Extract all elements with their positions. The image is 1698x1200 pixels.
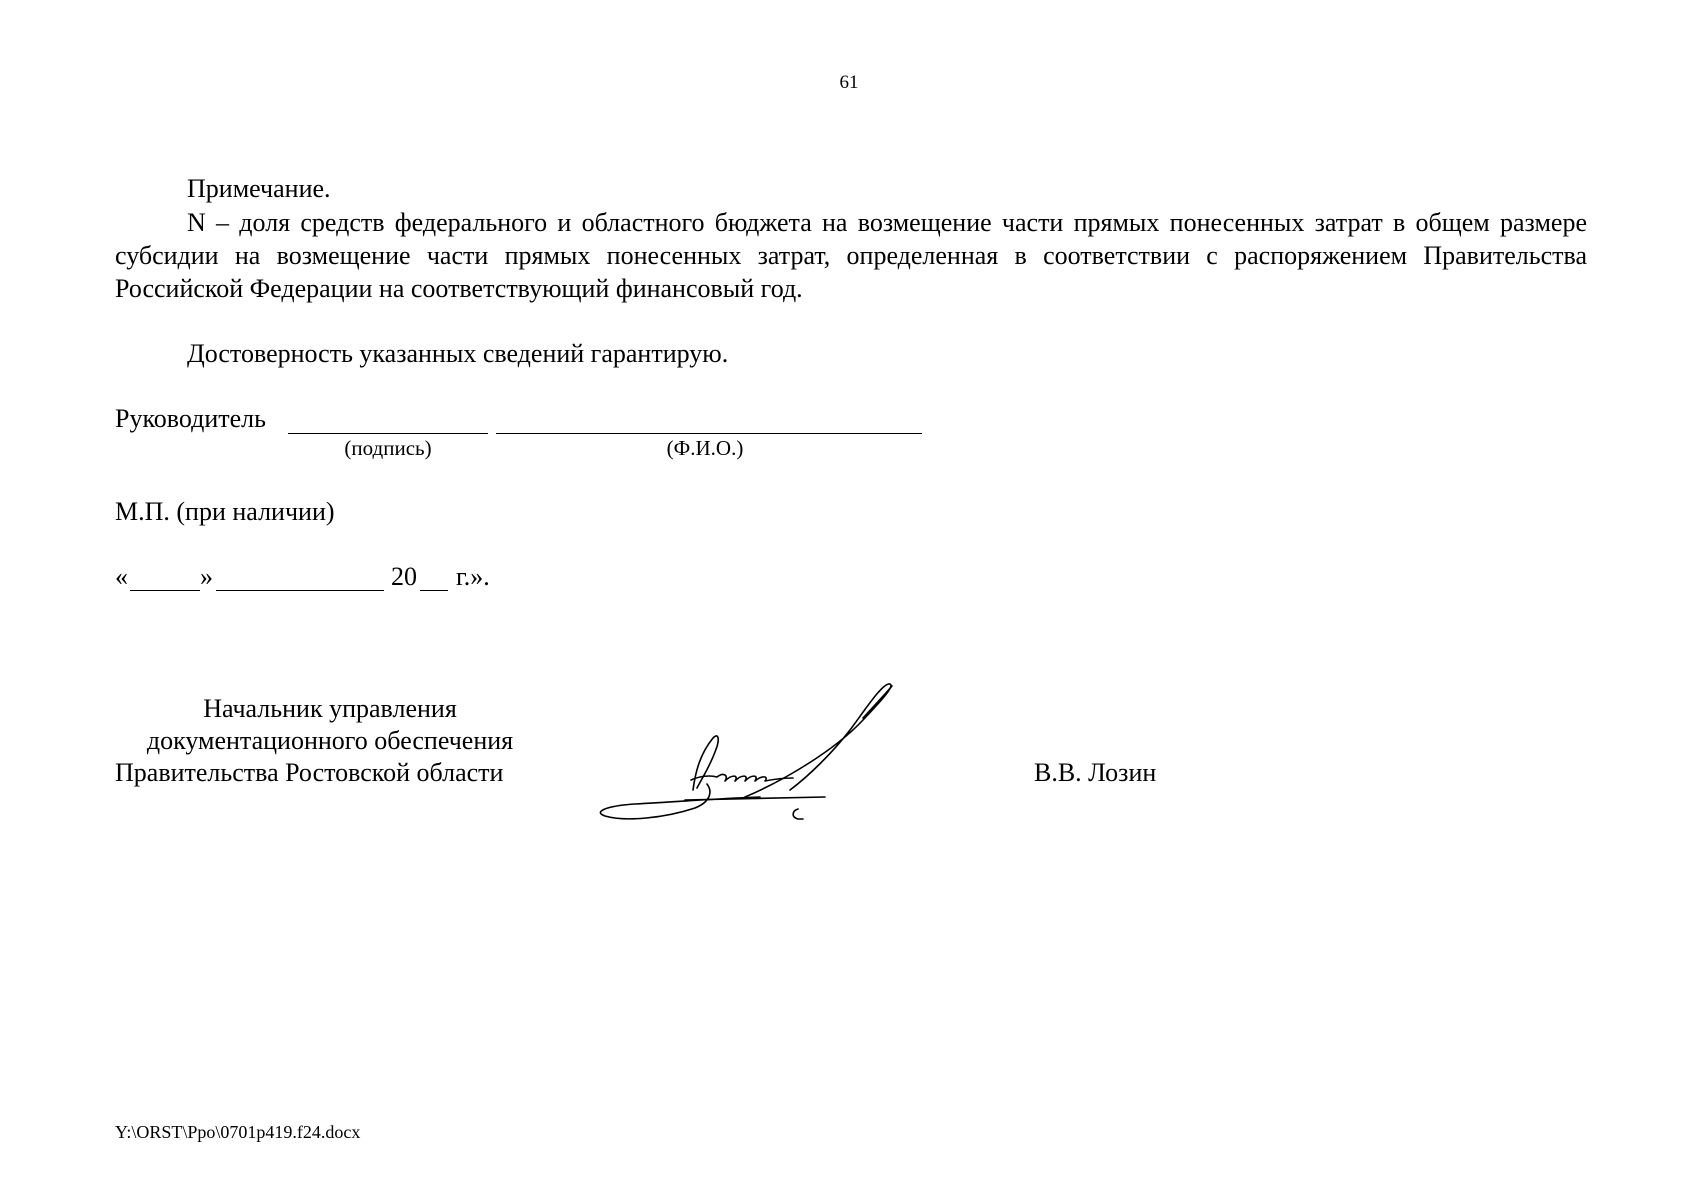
signature-line <box>288 433 488 434</box>
name-line <box>496 433 922 434</box>
date-year-line <box>420 590 448 591</box>
handwritten-signature <box>595 680 925 825</box>
signature-caption: (подпись) <box>344 436 432 460</box>
certification-text: Достоверность указанных сведений гарантирую. <box>187 339 729 368</box>
signatory-name: В.В. Лозин <box>1034 758 1157 787</box>
date-open-quote: « <box>115 562 128 591</box>
name-caption: (Ф.И.О.) <box>666 436 744 460</box>
signatory-position-line3: Правительства Ростовской области <box>115 758 504 787</box>
date-suffix: г.». <box>456 562 490 591</box>
page-number: 61 <box>839 72 859 93</box>
stamp-label: М.П. (при наличии) <box>115 497 335 526</box>
note-paragraph: N – доля средств федерального и областного бюджета на возмещение части прямых понесенных затрат в общем размере субсидии на возмещение части прямых понесенных затрат, определенная в соответствии с распоряжением Правительства Российской Федерации на соответствующий финансовый год. <box>115 208 1587 303</box>
signatory-position-line2: документационного обеспечения <box>146 726 514 755</box>
note-heading: Примечание. <box>187 174 331 203</box>
role-label: Руководитель <box>115 404 266 433</box>
date-month-line <box>216 590 384 591</box>
date-year-prefix: 20 <box>391 562 417 591</box>
signatory-position-line1: Начальник управления <box>203 694 457 723</box>
date-close-quote: » <box>200 562 213 591</box>
date-day-line <box>130 590 200 591</box>
footer-file-path: Y:\ORST\Ppo\0701p419.f24.docx <box>115 1122 361 1142</box>
